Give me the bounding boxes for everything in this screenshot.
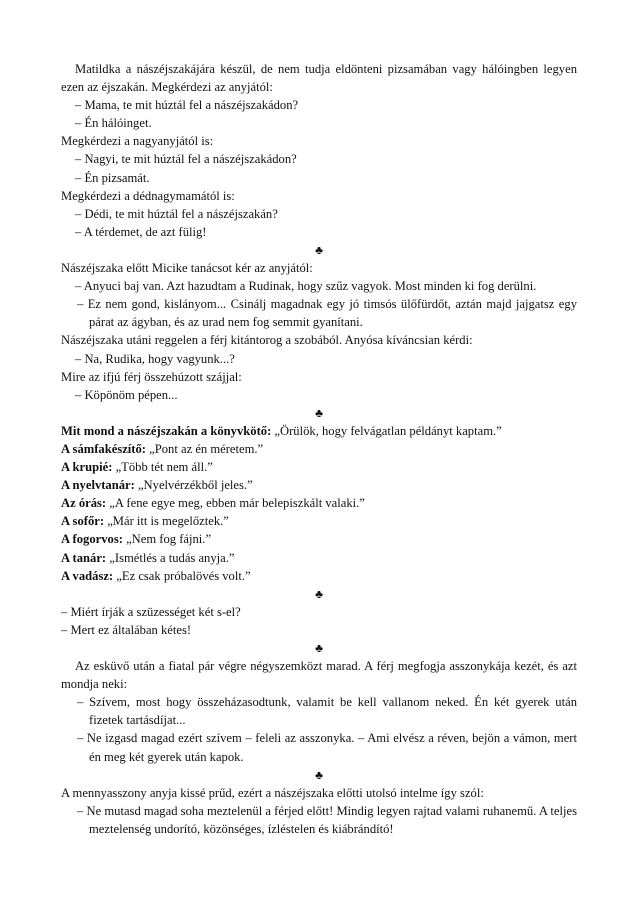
- profession-quote: „Örülök, hogy felvágatlan példányt kaptam.”: [274, 423, 502, 438]
- club-separator: [61, 585, 577, 603]
- club-separator: [61, 766, 577, 784]
- profession-line: [61, 530, 577, 548]
- paragraph: Mire az ifjú férj összehúzott szájjal:: [61, 369, 242, 384]
- profession-name: A krupié:: [61, 460, 113, 475]
- profession-quote: „Ismétlés a tudás anyja.”: [109, 550, 235, 565]
- profession-quote: „Nem fog fájni.”: [126, 532, 212, 547]
- profession-quote: „Már itt is megelőztek.”: [107, 514, 229, 529]
- club-icon: ♣: [315, 767, 323, 782]
- dialogue-line: – Ez nem gond, kislányom... Csinálj magadnak egy jó timsós ülőfürdőt, aztán majd jajgatsz egy párat az ágyban, és az urad nem fog semmit gyanítani.: [77, 297, 577, 330]
- paragraph: A mennyasszony anyja kissé prűd, ezért a nászéjszaka előtti utolsó intelme így szól:: [61, 785, 484, 800]
- dialogue-line: – A térdemet, de azt fülig!: [75, 224, 207, 239]
- paragraph: Megkérdezi a dédnagymamától is:: [61, 188, 235, 203]
- profession-name: Az órás:: [61, 496, 107, 511]
- profession-line: [61, 567, 577, 585]
- profession-name: Mit mond a nászéjszakán a könyvkötő:: [61, 423, 272, 438]
- dialogue-line: – Nagyi, te mit húztál fel a nászéjszakádon?: [75, 152, 297, 167]
- club-icon: ♣: [315, 242, 323, 257]
- dialogue-line: – Én pizsamát.: [75, 170, 150, 185]
- paragraph: Matildka a nászéjszakájára készül, de nem tudja eldönteni pizsamában vagy hálóingben legyen ezen az éjszakán. Megkérdezi az anyjától:: [61, 62, 577, 95]
- profession-name: A nyelvtanár:: [61, 478, 135, 493]
- profession-quote: „A fene egye meg, ebben már belepiszkált valaki.”: [109, 496, 365, 511]
- profession-line: [61, 549, 577, 567]
- dialogue-line: – Köpönöm pépen...: [75, 387, 178, 402]
- profession-quote: „Több tét nem áll.”: [115, 460, 213, 475]
- dialogue-line: – Anyuci baj van. Azt hazudtam a Rudinak, hogy szűz vagyok. Most minden ki fog derülni.: [75, 279, 537, 294]
- profession-line: [61, 458, 577, 476]
- profession-line: [61, 512, 577, 530]
- club-icon: ♣: [315, 586, 323, 601]
- paragraph: Nászéjszaka előtt Micike tanácsot kér az anyjától:: [61, 261, 313, 276]
- dialogue-line: – Mert ez általában kétes!: [61, 622, 192, 637]
- profession-quote: „Nyelvérzékből jeles.”: [137, 478, 253, 493]
- dialogue-line: – Miért írják a szüzességet két s-el?: [61, 604, 241, 619]
- professions-list: [61, 422, 577, 585]
- profession-name: A vadász:: [61, 568, 114, 583]
- dialogue-line: – Na, Rudika, hogy vagyunk...?: [75, 351, 235, 366]
- dialogue-line: – Én hálóinget.: [75, 116, 152, 131]
- profession-quote: „Pont az én méretem.”: [149, 441, 264, 456]
- club-separator: [61, 241, 577, 259]
- paragraph: Az esküvő után a fiatal pár végre négyszemközt marad. A férj megfogja asszonykája kezét, és azt mondja neki:: [61, 659, 577, 692]
- profession-line: [61, 440, 577, 458]
- profession-line: [61, 494, 577, 512]
- dialogue-line: – Dédi, te mit húztál fel a nászéjszakán?: [75, 206, 278, 221]
- profession-line: [61, 422, 577, 440]
- club-icon: ♣: [315, 641, 323, 655]
- club-icon: ♣: [315, 405, 323, 420]
- dialogue-line: – Ne mutasd magad soha meztelenül a férjed előtt! Mindig legyen rajtad valami ruhanemű. A teljes meztelenség undorító, közönséges, ízléstelen és kiábrándító!: [77, 803, 577, 836]
- club-separator: [61, 404, 577, 422]
- document-page: [61, 60, 577, 838]
- profession-name: A tanár:: [61, 550, 107, 565]
- dialogue-line: – Ne izgasd magad ezért szívem – feleli az asszonyka. – Ami elvész a réven, bejön a vámon, mert én meg két gyerek után kapok.: [77, 731, 577, 764]
- profession-name: A sámfakészítő:: [61, 441, 146, 456]
- profession-name: A fogorvos:: [61, 532, 123, 547]
- profession-name: A sofőr:: [61, 514, 105, 529]
- paragraph: Megkérdezi a nagyanyjától is:: [61, 134, 214, 149]
- profession-quote: „Ez csak próbalövés volt.”: [116, 568, 251, 583]
- club-separator: [61, 639, 577, 657]
- dialogue-line: – Szívem, most hogy összeházasodtunk, valamit be kell vallanom neked. Én két gyerek után fizetek tartásdíjat...: [77, 695, 577, 728]
- paragraph: Nászéjszaka utáni reggelen a férj kitántorog a szobából. Anyósa kíváncsian kérdi:: [61, 333, 473, 348]
- profession-line: [61, 476, 577, 494]
- dialogue-line: – Mama, te mit húztál fel a nászéjszakádon?: [75, 98, 299, 113]
